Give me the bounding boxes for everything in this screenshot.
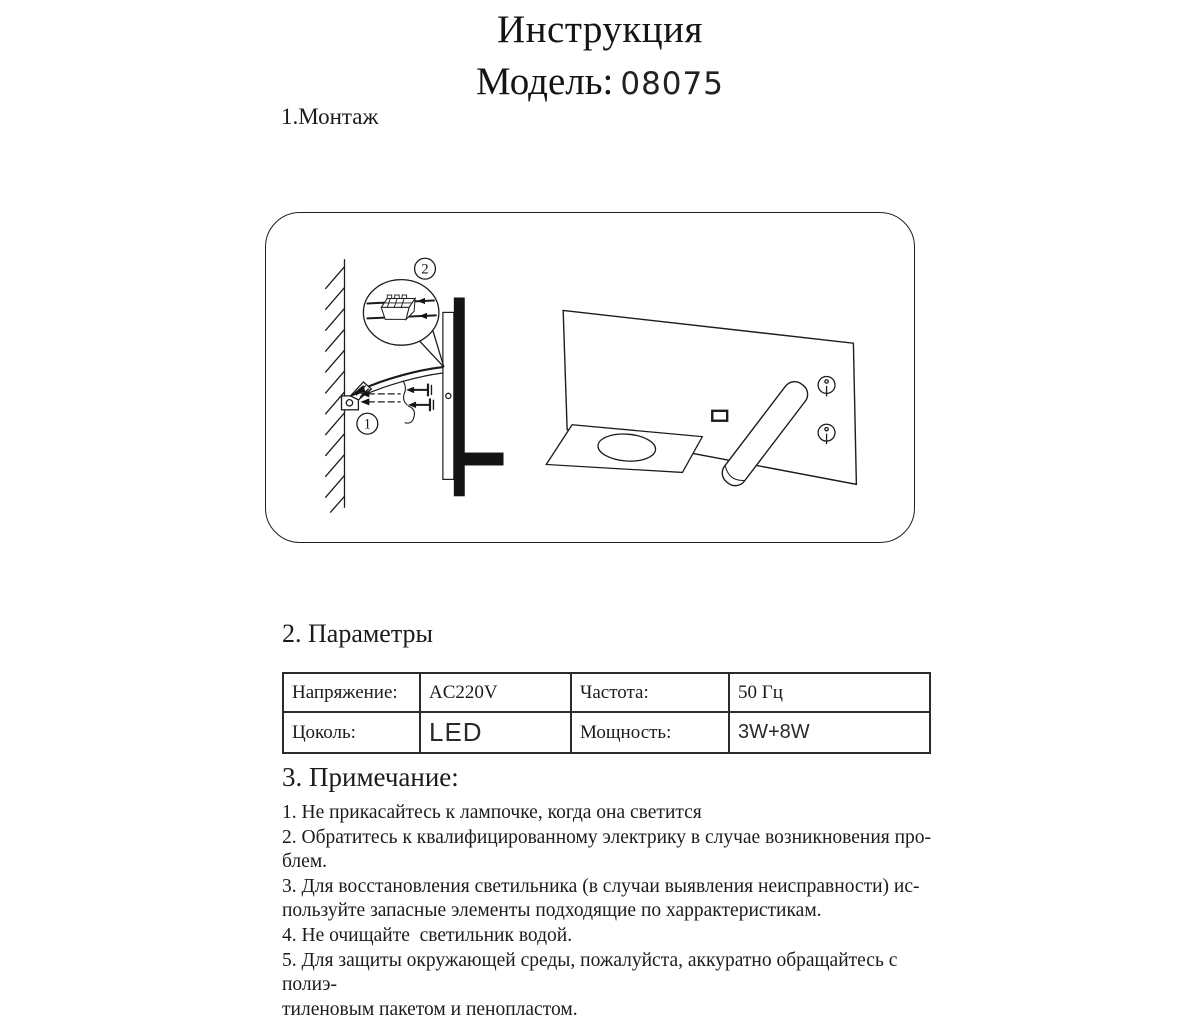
usb-port bbox=[712, 411, 727, 421]
param-value-frequency: 50 Гц bbox=[730, 674, 929, 713]
notes-list bbox=[282, 801, 952, 1022]
model-label: Модель: bbox=[476, 60, 614, 103]
note-line: блем. bbox=[282, 851, 328, 873]
note-line: 1. Не прикасайтесь к лампочке, когда она светится bbox=[282, 802, 702, 823]
section-notes-heading: 3. Примечание: bbox=[282, 762, 459, 792]
note-line: тиленовым пакетом и пенопластом. bbox=[282, 998, 578, 1020]
callout-1 bbox=[357, 413, 378, 434]
callout-2-label: 2 bbox=[421, 261, 429, 278]
param-value-socket: LED bbox=[421, 713, 572, 752]
callout-2 bbox=[415, 258, 436, 279]
param-label-socket: Цоколь: bbox=[284, 713, 421, 752]
param-value-voltage: AC220V bbox=[421, 674, 572, 713]
wall-lamp-side-view bbox=[443, 297, 504, 496]
wall-hatching bbox=[326, 260, 345, 512]
note-line: 3. Для восстановления светильника (в случаи выявления неисправности) ис- bbox=[282, 875, 920, 897]
note-line: пользуйте запасные элементы подходящие по харрактеристикам. bbox=[282, 900, 822, 922]
section-parameters-heading: 2. Параметры bbox=[282, 619, 433, 648]
model-number: 08075 bbox=[620, 66, 724, 102]
param-label-frequency: Частота: bbox=[572, 674, 730, 713]
section-montage-heading: 1.Монтаж bbox=[281, 104, 379, 129]
slide-direction-arrows bbox=[360, 390, 400, 405]
parameters-table bbox=[282, 672, 931, 754]
note-line: 4. Не очищайте светильник водой. bbox=[282, 924, 573, 946]
model-line bbox=[0, 59, 1200, 104]
terminal-block-detail-balloon bbox=[363, 280, 444, 367]
power-wires bbox=[356, 367, 442, 398]
mounting-screws bbox=[403, 381, 433, 423]
note-line: 2. Обратитесь к квалифицированному электрику в случае возникновения про- bbox=[282, 826, 932, 848]
param-label-voltage: Напряжение: bbox=[284, 674, 421, 713]
mounting-diagram bbox=[265, 212, 915, 543]
note-line: 5. Для защиты окружающей среды, пожалуйста, аккуратно обращайтесь с полиэ- bbox=[282, 949, 903, 996]
page-title: Инструкция bbox=[497, 8, 703, 51]
mounting-diagram-drawing bbox=[266, 213, 914, 542]
callout-1-label: 1 bbox=[363, 416, 372, 433]
param-value-power: 3W+8W bbox=[738, 721, 810, 743]
param-label-power: Мощность: bbox=[572, 713, 730, 752]
wall-lamp-front-view bbox=[546, 310, 856, 490]
